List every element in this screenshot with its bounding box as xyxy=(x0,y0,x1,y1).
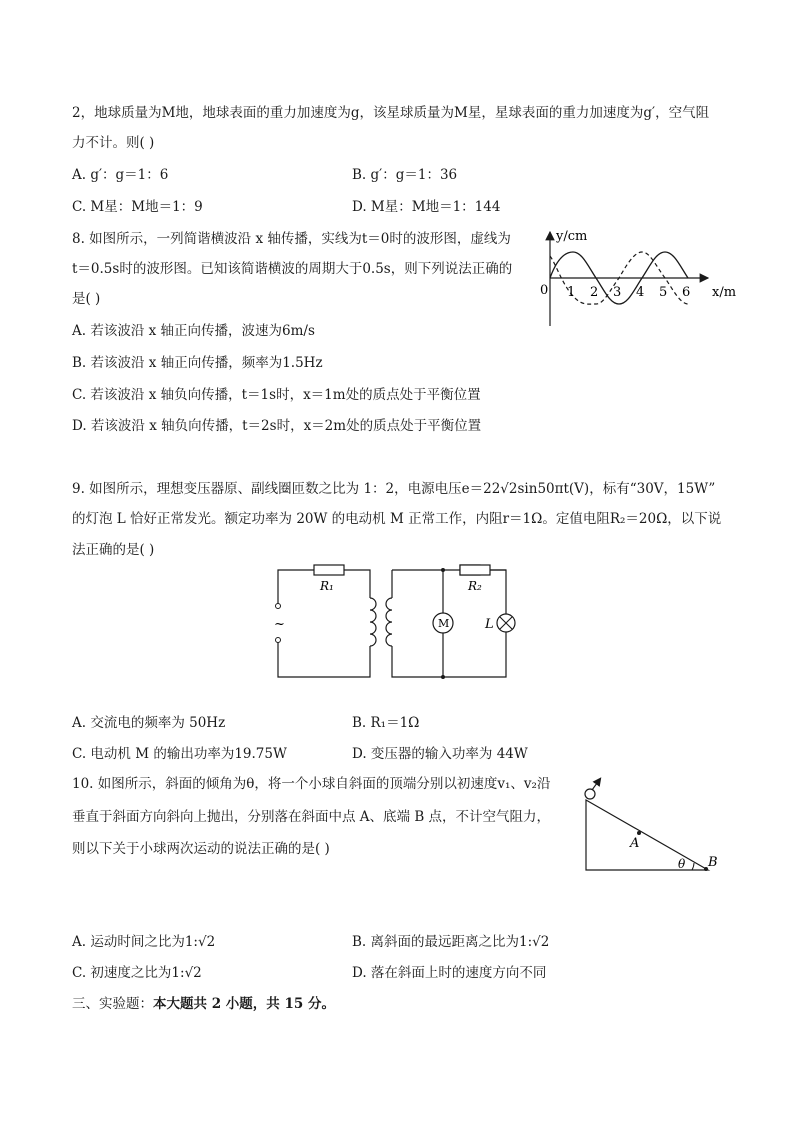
q8-stem-line1: 8. 如图所示，一列简谐横波沿 x 轴传播，实线为t＝0时的波形图，虚线为 xyxy=(72,231,511,247)
q10-option-a: A. 运动时间之比为1:√2 xyxy=(72,934,216,950)
label-r2: R₂ xyxy=(468,579,482,593)
label-a: A xyxy=(630,836,640,851)
q7-option-c: C. M星：M地＝1：9 xyxy=(72,199,203,215)
terminal-top xyxy=(276,604,281,609)
section-heading xyxy=(72,995,335,1013)
q10-option-b: B. 离斜面的最远距离之比为1:√2 xyxy=(352,934,550,950)
q9-option-c: C. 电动机 M 的输出功率为19.75W xyxy=(72,746,287,762)
graph-origin: 0 xyxy=(540,283,549,298)
q9-option-d: D. 变压器的输入功率为 44W xyxy=(352,746,528,762)
incline-triangle xyxy=(586,800,708,870)
label-source: ~ xyxy=(274,617,285,632)
tick-1: 1 xyxy=(567,285,576,300)
q10-option-c: C. 初速度之比为1:√2 xyxy=(72,965,202,981)
q8-option-d: D. 若该波沿 x 轴负向传播，t＝2s时，x＝2m处的质点处于平衡位置 xyxy=(72,418,482,434)
q7-option-a: A. g′：g＝1：6 xyxy=(72,167,169,183)
q9-stem-line1: 9. 如图所示，理想变压器原、副线圈匝数之比为 1：2，电源电压e＝22√2sin50πt(V)，标有“30V，15W” xyxy=(72,481,716,497)
q9-option-a: A. 交流电的频率为 50Hz xyxy=(72,715,226,731)
q10-option-d: D. 落在斜面上时的速度方向不同 xyxy=(352,965,547,981)
wave-graph xyxy=(530,226,737,332)
label-b: B xyxy=(708,855,718,870)
q8-option-c: C. 若该波沿 x 轴负向传播，t＝1s时，x＝1m处的质点处于平衡位置 xyxy=(72,387,481,403)
velocity-arrow xyxy=(592,779,600,790)
graph-xlabel: x/m xyxy=(712,285,737,300)
tick-2: 2 xyxy=(590,285,599,300)
q9-option-b: B. R₁＝1Ω xyxy=(352,715,420,731)
incline-figure xyxy=(578,774,728,878)
tick-4: 4 xyxy=(636,285,645,300)
terminal-bottom xyxy=(276,638,281,643)
resistor-r2 xyxy=(460,565,490,575)
junction-bottom xyxy=(441,675,445,679)
secondary-coil xyxy=(386,598,392,646)
point-a xyxy=(637,831,641,835)
q7-stem-line2: 力不计。则( ) xyxy=(72,135,155,151)
q8-stem-line3: 是( ) xyxy=(72,291,101,307)
tick-5: 5 xyxy=(659,285,668,300)
angle-arc xyxy=(692,863,694,870)
q10-stem-line3: 则以下关于小球两次运动的说法正确的是( ) xyxy=(72,841,330,857)
junction-top xyxy=(441,568,445,572)
section-prefix: 三、实验题： xyxy=(72,996,153,1012)
primary-coil xyxy=(370,598,376,646)
label-r1: R₁ xyxy=(320,579,334,593)
q10-stem-line2: 垂直于斜面方向斜向上抛出，分别落在斜面中点 A、底端 B 点，不计空气阻力， xyxy=(72,809,551,825)
q7-stem-line1: 2，地球质量为M地，地球表面的重力加速度为g，该星球质量为M星，星球表面的重力加速度为g′，空气阻 xyxy=(72,105,710,121)
q10-stem-line1: 10. 如图所示，斜面的倾角为θ，将一个小球自斜面的顶端分别以初速度v₁、v₂沿 xyxy=(72,776,551,792)
q7-option-b: B. g′：g＝1：36 xyxy=(352,167,458,183)
transformer-circuit xyxy=(266,560,528,690)
label-theta: θ xyxy=(678,857,686,871)
q8-option-b: B. 若该波沿 x 轴正向传播，频率为1.5Hz xyxy=(72,355,323,371)
label-motor: M xyxy=(438,617,450,630)
q9-stem-line2: 的灯泡 L 恰好正常发光。额定功率为 20W 的电动机 M 正常工作，内阻r＝1Ω。定值电阻R₂＝20Ω，以下说 xyxy=(72,511,722,527)
tick-6: 6 xyxy=(682,285,691,300)
resistor-r1 xyxy=(314,565,344,575)
tick-3: 3 xyxy=(613,285,622,300)
q9-stem-line3: 法正确的是( ) xyxy=(72,542,155,558)
label-lamp: L xyxy=(485,617,494,632)
q7-option-d: D. M星：M地＝1：144 xyxy=(352,199,501,215)
q8-option-a: A. 若该波沿 x 轴正向传播，波速为6m/s xyxy=(72,323,315,339)
graph-ylabel: y/cm xyxy=(556,229,588,244)
ball xyxy=(585,789,595,799)
q8-stem-line2: t＝0.5s时的波形图。已知该简谐横波的周期大于0.5s，则下列说法正确的 xyxy=(72,261,513,277)
section-bold: 本大题共 2 小题，共 15 分。 xyxy=(153,996,335,1012)
